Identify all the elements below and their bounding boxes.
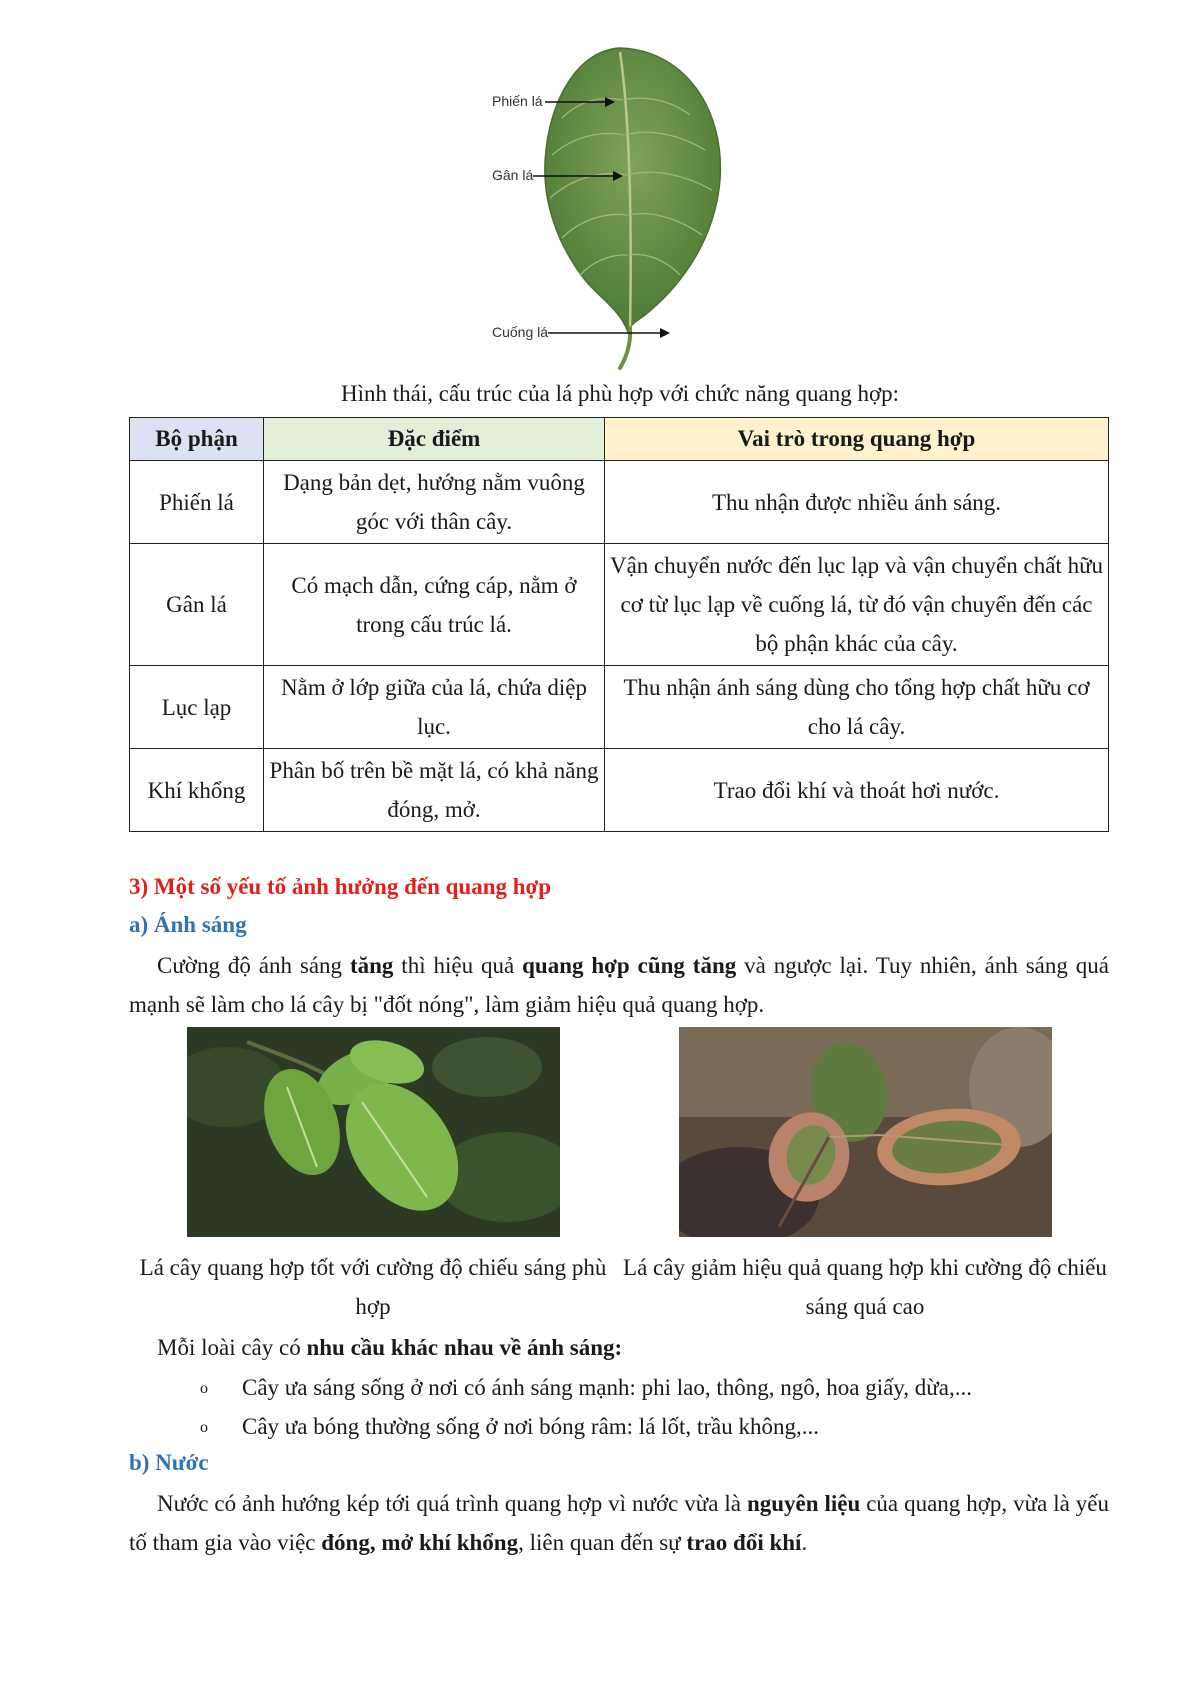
bullet-text: Cây ưa bóng thường sống ở nơi bóng râm: lá lốt, trầu không,... [242, 1414, 819, 1439]
table-row [130, 544, 1109, 666]
cell-role: Trao đổi khí và thoát hơi nước. [605, 749, 1109, 832]
photo-caption-burned: Lá cây giảm hiệu quả quang hợp khi cường độ chiếu sáng quá cao [623, 1255, 1107, 1319]
cell-part: Khí khổng [130, 749, 264, 832]
cell-feature: Nằm ở lớp giữa của lá, chứa diệp lục. [264, 666, 605, 749]
light-needs-paragraph: Mỗi loài cây có nhu cầu khác nhau về ánh sáng: [157, 1335, 623, 1360]
list-item [190, 1407, 1090, 1446]
cell-feature: Dạng bản dẹt, hướng nằm vuông góc với thân cây. [264, 461, 605, 544]
list-item [190, 1368, 1090, 1407]
table-row [130, 666, 1109, 749]
light-bullet-list [190, 1368, 1090, 1446]
header-role: Vai trò trong quang hợp [605, 418, 1109, 461]
header-part: Bộ phận [130, 418, 264, 461]
photo-healthy-leaves [187, 1027, 560, 1237]
leaf-structure-table [129, 417, 1109, 832]
leaf-label-vein: Gân lá [492, 167, 534, 183]
photo-burned-leaves [679, 1027, 1052, 1237]
cell-role: Thu nhận ánh sáng dùng cho tổng hợp chất hữu cơ cho lá cây. [605, 666, 1109, 749]
cell-part: Phiến lá [130, 461, 264, 544]
light-paragraph: Cường độ ánh sáng tăng thì hiệu quả quang hợp cũng tăng và ngược lại. Tuy nhiên, ánh sáng quá mạnh sẽ làm cho lá cây bị "đốt nóng", làm giảm hiệu quả quang hợp. [129, 953, 1109, 1017]
cell-role: Vận chuyển nước đến lục lạp và vận chuyển chất hữu cơ từ lục lạp về cuống lá, từ đó vận chuyển đến các bộ phận khác của cây. [605, 544, 1109, 666]
leaf-label-petiole: Cuống lá [492, 324, 549, 340]
subheading-light: a) Ánh sáng [129, 912, 247, 937]
section-heading: 3) Một số yếu tố ảnh hưởng đến quang hợp [129, 874, 552, 899]
cell-feature: Phân bố trên bề mặt lá, có khả năng đóng, mở. [264, 749, 605, 832]
cell-feature: Có mạch dẫn, cứng cáp, nằm ở trong cấu trúc lá. [264, 544, 605, 666]
bullet-text: Cây ưa sáng sống ở nơi có ánh sáng mạnh: phi lao, thông, ngô, hoa giấy, dừa,... [242, 1375, 972, 1400]
header-feature: Đặc điểm [264, 418, 605, 461]
cell-role: Thu nhận được nhiều ánh sáng. [605, 461, 1109, 544]
table-row [130, 749, 1109, 832]
bullet-marker: o [200, 1419, 208, 1436]
arrow-petiole [548, 326, 670, 340]
arrow-blade [545, 95, 615, 109]
subheading-water: b) Nước [129, 1450, 209, 1475]
table-caption: Hình thái, cấu trúc của lá phù hợp với chức năng quang hợp: [341, 381, 899, 406]
table-header-row [130, 418, 1109, 461]
water-paragraph: Nước có ảnh hướng kép tới quá trình quang hợp vì nước vừa là nguyên liệu của quang hợp, vừa là yếu tố tham gia vào việc đóng, mở khí khổng, liên quan đến sự trao đổi khí. [129, 1491, 1109, 1555]
photo-caption-healthy: Lá cây quang hợp tốt với cường độ chiếu sáng phù hợp [139, 1255, 607, 1319]
table-row [130, 461, 1109, 544]
cell-part: Gân lá [130, 544, 264, 666]
cell-part: Lục lạp [130, 666, 264, 749]
leaf-illustration [480, 40, 760, 370]
leaf-diagram [480, 40, 760, 370]
arrow-vein [533, 169, 623, 183]
bullet-marker: o [200, 1380, 208, 1397]
leaf-label-blade: Phiến lá [492, 93, 543, 109]
